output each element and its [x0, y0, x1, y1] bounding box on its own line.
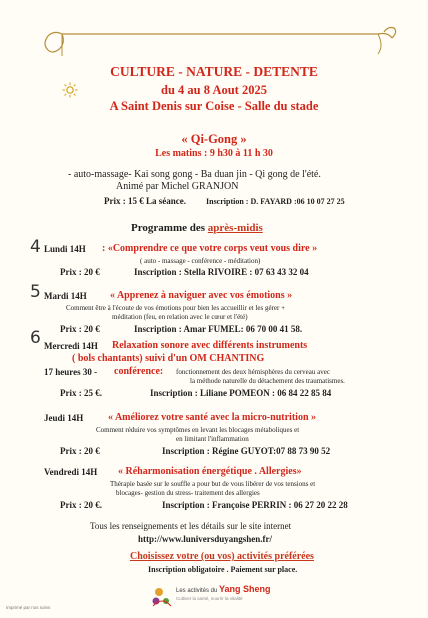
- day-title: « Apprenez à naviguer avec vos émotions »: [110, 290, 293, 301]
- qigong-title: « Qi-Gong »: [181, 132, 247, 146]
- day-desc: Thérapie basée sur le souffle a pour but de vous libérer de vos tensions et: [110, 480, 316, 488]
- day-inscription: Inscription : Françoise PERRIN : 06 27 20 22 28: [162, 500, 348, 510]
- program-title: Programme des après-midis: [131, 222, 263, 234]
- day-price: Prix : 20 €.: [60, 500, 102, 510]
- choose-activities: Choisissez votre (ou vos) activités préférées: [130, 551, 314, 562]
- day-desc: Comment réduire vos symptômes en levant les blocages métaboliques et: [96, 426, 300, 434]
- day-inscription: Inscription : Liliane POMEON : 06 84 22 85 84: [150, 388, 332, 398]
- day-inscription: Inscription : Amar FUMEL: 06 70 00 41 58.: [134, 324, 303, 334]
- day-price: Prix : 25 €.: [60, 388, 102, 398]
- day-desc: ( auto - massage - conférence - méditation): [140, 257, 261, 265]
- conference-label: conférence:: [114, 366, 164, 377]
- day-price: Prix : 20 €: [60, 324, 100, 334]
- logo-subtitle: Cultiver la santé, nourrir la vitalité: [176, 596, 243, 601]
- qigong-content: - auto-massage- Kai song gong - Ba duan jin - Qi gong de l'été.: [68, 169, 321, 180]
- day-price: Prix : 20 €: [60, 267, 100, 277]
- day-title: Relaxation sonore avec différents instruments: [112, 340, 308, 351]
- footer-info: Tous les renseignements et les détails sur le site internet: [90, 521, 292, 531]
- qigong-animator: Animé par Michel GRANJON: [116, 181, 239, 192]
- day-label: Vendredi 14H: [44, 467, 98, 477]
- day-price: Prix : 20 €: [60, 446, 100, 456]
- day-desc: Comment être à l'écoute de vos émotions pour bien les accueillir et les gérer +: [66, 304, 286, 312]
- handwritten-number: 6: [30, 328, 41, 348]
- day-label: Mardi 14H: [44, 291, 87, 301]
- yang-sheng-logo-icon: [150, 586, 174, 608]
- qigong-inscription: Inscription : D. FAYARD :06 10 07 27 25: [206, 197, 345, 206]
- logo-text: Les activités du Yang Sheng: [176, 584, 271, 594]
- day-inscription: Inscription : Stella RIVOIRE : 07 63 43 32 04: [134, 267, 309, 277]
- day-title: « Réharmonisation énergétique . Allergies»: [118, 466, 302, 477]
- day-title: : «Comprendre ce que votre corps veut vous dire »: [102, 243, 318, 254]
- day-label: Lundi 14H: [44, 244, 86, 254]
- obligatory-note: Inscription obligatoire . Paiement sur place.: [148, 565, 298, 574]
- day-label: Jeudi 14H: [44, 413, 84, 423]
- page-title: CULTURE - NATURE - DETENTE: [110, 64, 318, 79]
- day-title: « Améliorez votre santé avec la micro-nutrition »: [108, 412, 317, 423]
- day-time: 17 heures 30 -: [44, 367, 98, 377]
- day-desc: la méthode naturelle du détachement des traumatismes.: [190, 377, 345, 385]
- day-label: Mercredi 14H: [44, 341, 98, 351]
- qigong-mornings: Les matins : 9 h30 à 11 h 30: [155, 148, 273, 159]
- day-inscription: Inscription : Régine GUYOT:07 88 73 90 52: [162, 446, 331, 456]
- location: A Saint Denis sur Coise - Salle du stade: [109, 99, 319, 113]
- dates: du 4 au 8 Aout 2025: [161, 83, 267, 97]
- printed-note: Imprimé par nos soins: [6, 605, 51, 610]
- qigong-price: Prix : 15 € La séance.: [104, 196, 186, 206]
- handwritten-number: 5: [30, 282, 41, 302]
- sun-icon: [62, 82, 78, 98]
- day-desc: blocages- gestion du stress- traitement des allergies: [116, 489, 260, 497]
- day-desc: méditation (feu, en relation avec le cœur et l'été): [112, 313, 248, 321]
- day-title-2: ( bols chantants) suivi d'un OM CHANTING: [72, 353, 265, 364]
- day-desc: fonctionnement des deux hémisphères du cerveau avec: [176, 368, 330, 376]
- handwritten-number: 4: [30, 237, 41, 257]
- website-link[interactable]: http://www.luniversduyangshen.fr/: [138, 534, 273, 544]
- day-desc: en limitant l'inflammation: [176, 435, 249, 443]
- scroll-banner-icon: [38, 26, 400, 60]
